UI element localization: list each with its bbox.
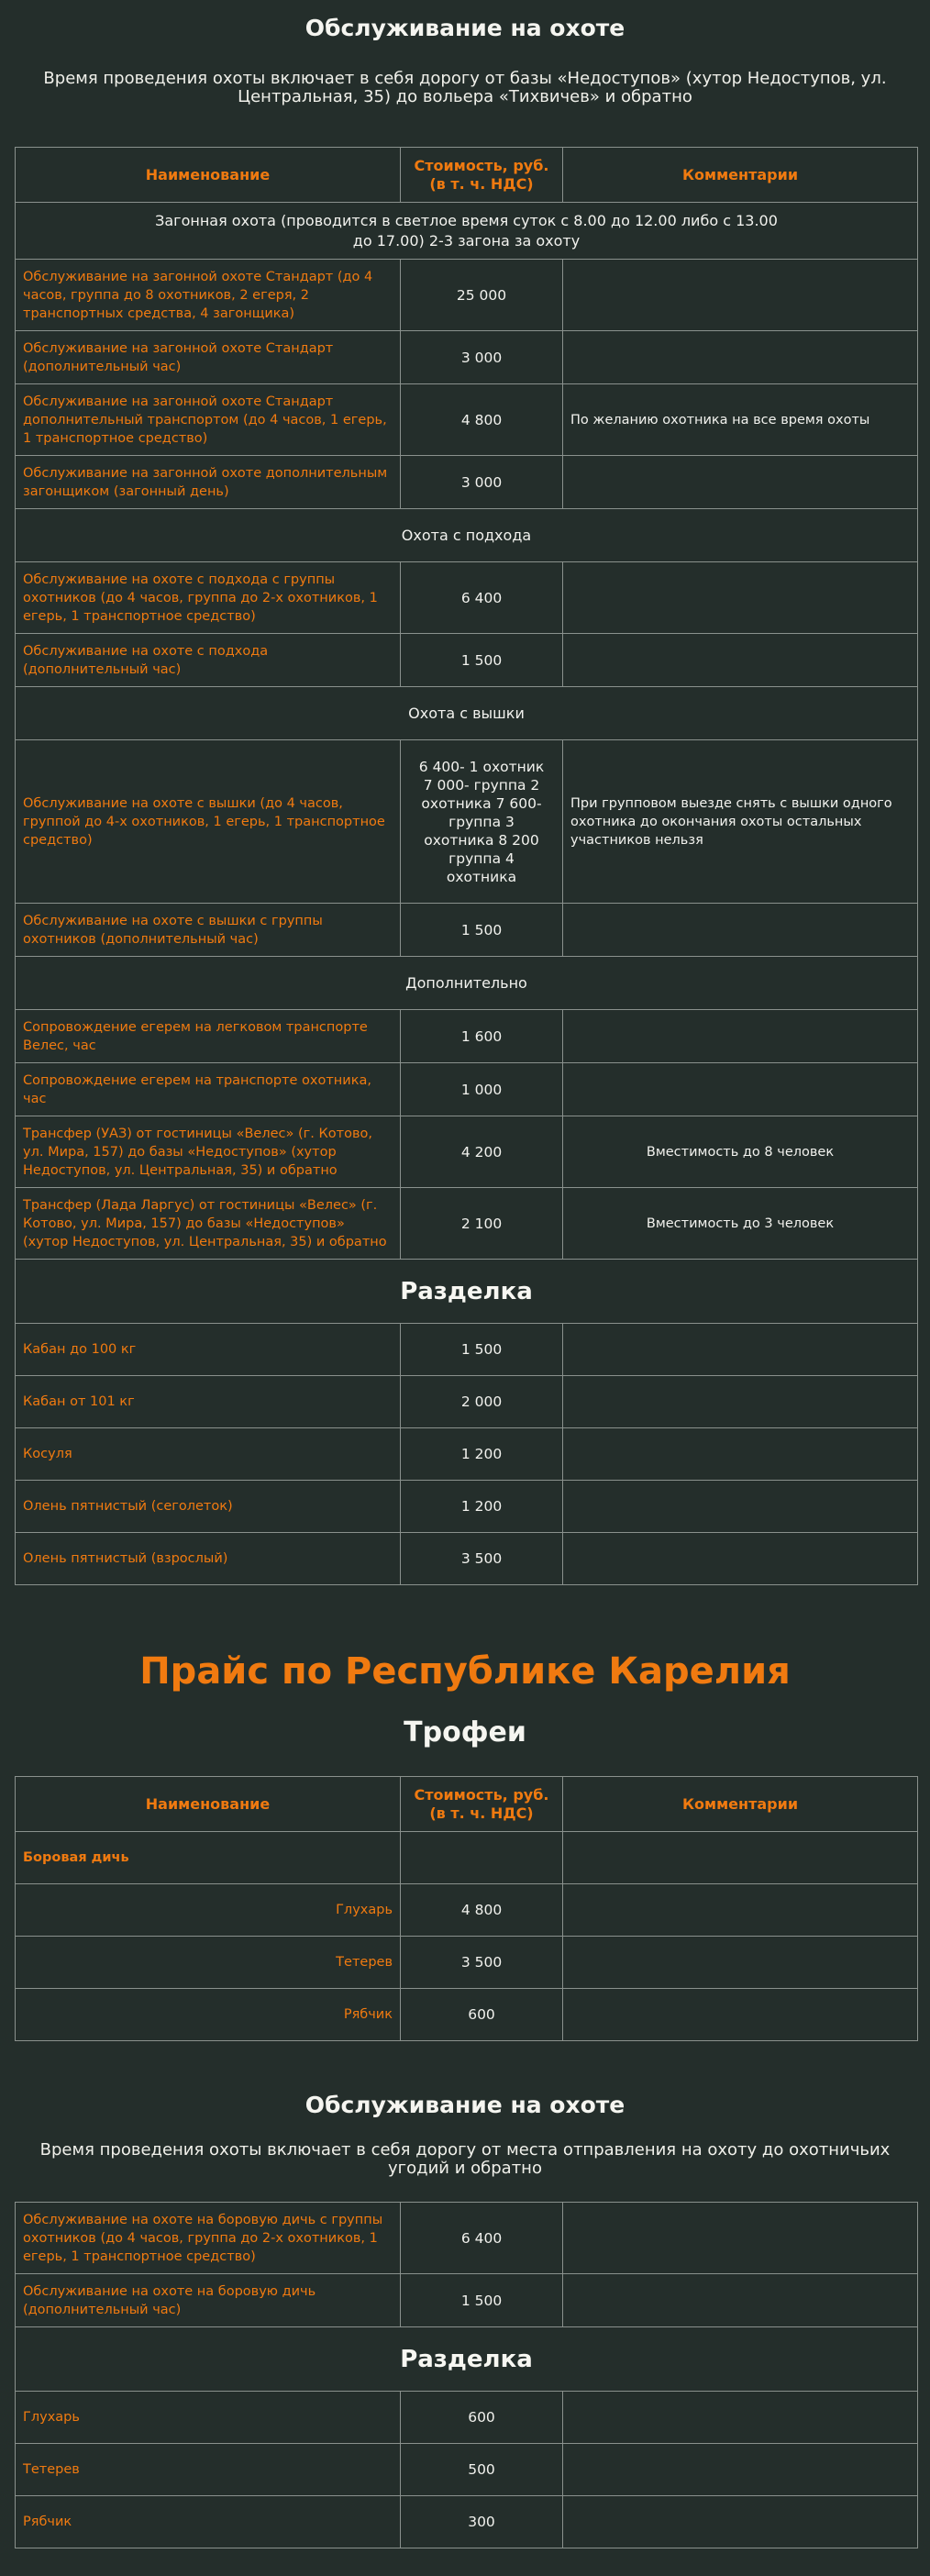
table-row (16, 1428, 918, 1481)
section-row-tower-hunt: Охота с вышки (16, 687, 918, 740)
section-row-drive-hunt: Загонная охота (проводится в светлое время суток с 8.00 до 12.00 либо с 13.00 до 17.00) 2-3 загона за охоту (16, 203, 918, 260)
table-row (16, 634, 918, 687)
butcher-comment (563, 1376, 918, 1428)
butcher-comment (563, 1428, 918, 1481)
service-comment: Вместимость до 3 человек (563, 1188, 918, 1260)
column-header-comments: Комментарии (563, 1777, 918, 1832)
butcher-name: Глухарь (16, 2392, 401, 2444)
table-row (16, 2392, 918, 2444)
table-header-row (16, 148, 918, 203)
butcher-name: Кабан до 100 кг (16, 1324, 401, 1376)
section-row-extra: Дополнительно (16, 957, 918, 1010)
service-name: Обслуживание на охоте с вышки (до 4 часов, группой до 4-х охотников, 1 егерь, 1 транспортное средство) (16, 740, 401, 904)
table-row (16, 2203, 918, 2274)
service-price: 3 000 (401, 456, 563, 509)
trophy-price: 4 800 (401, 1884, 563, 1937)
section-row-stalk-hunt: Охота с подхода (16, 509, 918, 562)
service-name: Обслуживание на загонной охоте Стандарт (дополнительный час) (16, 331, 401, 384)
trophies-title: Трофеи (404, 1716, 526, 1749)
butcher-price: 300 (401, 2496, 563, 2548)
table-row (16, 1376, 918, 1428)
table-row (16, 1063, 918, 1116)
butcher-comment (563, 1481, 918, 1533)
service-price: 1 500 (401, 634, 563, 687)
butcher-name: Олень пятнистый (сеголеток) (16, 1481, 401, 1533)
butcher-comment (563, 2496, 918, 2548)
service-comment (563, 1063, 918, 1116)
trophies-table (15, 1776, 918, 2041)
service-price: 1 600 (401, 1010, 563, 1063)
butcher-name: Олень пятнистый (взрослый) (16, 1533, 401, 1585)
column-header-name: Наименование (16, 148, 401, 203)
table-row (16, 2274, 918, 2327)
table-row (16, 1116, 918, 1188)
trophy-name: Глухарь (16, 1884, 401, 1937)
service-name: Трансфер (УАЗ) от гостиницы «Велес» (г. Котово, ул. Мира, 157) до базы «Недоступов» (хутор Недоступов, ул. Центральная, 35) и обратно (16, 1116, 401, 1188)
butcher-name: Кабан от 101 кг (16, 1376, 401, 1428)
table-row (16, 1533, 918, 1585)
service-price: 4 200 (401, 1116, 563, 1188)
column-header-name: Наименование (16, 1777, 401, 1832)
butcher-name: Тетерев (16, 2444, 401, 2496)
trophy-comment (563, 1937, 918, 1989)
service-comment (563, 562, 918, 634)
service-name: Обслуживание на охоте с подхода (дополнительный час) (16, 634, 401, 687)
section-intro: Время проведения охоты включает в себя дорогу от базы «Недоступов» (хутор Недоступов, ул. Центральная, 35) до вольера «Тихвичев» и обратно (43, 69, 887, 106)
service-price: 2 100 (401, 1188, 563, 1260)
service-price: 1 000 (401, 1063, 563, 1116)
butcher-comment (563, 1324, 918, 1376)
table-row (16, 331, 918, 384)
trophy-comment (563, 1989, 918, 2041)
service-table (15, 147, 918, 1585)
table-row (16, 1989, 918, 2041)
butcher-name: Косуля (16, 1428, 401, 1481)
service-comment: При групповом выезде снять с вышки одного охотника до окончания охоты остальных участников нельзя (563, 740, 918, 904)
karelia-title: Прайс по Республике Карелия (139, 1650, 791, 1693)
butcher-price: 3 500 (401, 1533, 563, 1585)
butcher-heading: Разделка (16, 1260, 918, 1324)
table-row (16, 740, 918, 904)
service-price: 6 400 (401, 2203, 563, 2274)
service-price: 6 400- 1 охотник 7 000- группа 2 охотника 7 600- группа 3 охотника 8 200 группа 4 охотника (401, 740, 563, 904)
table-row (16, 1324, 918, 1376)
service-name: Обслуживание на охоте на боровую дичь (дополнительный час) (16, 2274, 401, 2327)
trophy-name: Рябчик (16, 1989, 401, 2041)
service-name: Обслуживание на охоте с вышки с группы охотников (дополнительный час) (16, 904, 401, 957)
karelia-service-table (15, 2202, 918, 2548)
column-header-price: Стоимость, руб. (в т. ч. НДС) (401, 148, 563, 203)
service-price: 6 400 (401, 562, 563, 634)
service-comment: По желанию охотника на все время охоты (563, 384, 918, 456)
service-price: 25 000 (401, 260, 563, 331)
butcher-price: 500 (401, 2444, 563, 2496)
group-comment (563, 1832, 918, 1884)
table-row (16, 1884, 918, 1937)
service-comment (563, 634, 918, 687)
table-row (16, 260, 918, 331)
table-row (16, 2496, 918, 2548)
service-name: Трансфер (Лада Ларгус) от гостиницы «Велес» (г. Котово, ул. Мира, 157) до базы «Недоступов» (хутор Недоступов, ул. Центральная, 35) и обратно (16, 1188, 401, 1260)
table-row (16, 2444, 918, 2496)
service-comment (563, 260, 918, 331)
butcher-comment (563, 2392, 918, 2444)
service-name: Обслуживание на загонной охоте Стандарт дополнительный транспортом (до 4 часов, 1 егерь, 1 транспортное средство) (16, 384, 401, 456)
trophy-comment (563, 1884, 918, 1937)
service-comment: Вместимость до 8 человек (563, 1116, 918, 1188)
service-price: 4 800 (401, 384, 563, 456)
service-comment (563, 331, 918, 384)
table-row (16, 1010, 918, 1063)
service-price: 1 500 (401, 2274, 563, 2327)
butcher-comment (563, 1533, 918, 1585)
section-title: Обслуживание на охоте (304, 15, 626, 41)
service-name: Обслуживание на охоте на боровую дичь с группы охотников (до 4 часов, группа до 2-х охотников, 1 егерь, 1 транспортное средство) (16, 2203, 401, 2274)
service-price: 1 500 (401, 904, 563, 957)
butcher-comment (563, 2444, 918, 2496)
trophy-price: 600 (401, 1989, 563, 2041)
table-row (16, 1481, 918, 1533)
service-name: Обслуживание на загонной охоте дополнительным загонщиком (загонный день) (16, 456, 401, 509)
group-name: Боровая дичь (16, 1832, 401, 1884)
butcher-price: 600 (401, 2392, 563, 2444)
table-row (16, 562, 918, 634)
table-row (16, 1937, 918, 1989)
table-row (16, 456, 918, 509)
trophy-name: Тетерев (16, 1937, 401, 1989)
service-name: Сопровождение егерем на легковом транспорте Велес, час (16, 1010, 401, 1063)
service-comment (563, 2203, 918, 2274)
table-row (16, 904, 918, 957)
table-row (16, 384, 918, 456)
service-comment (563, 1010, 918, 1063)
service-comment (563, 904, 918, 957)
table-header-row (16, 1777, 918, 1832)
table-row (16, 1188, 918, 1260)
karelia-butcher-heading: Разделка (16, 2327, 918, 2392)
karelia-service-intro: Время проведения охоты включает в себя дорогу от места отправления на охоту до охотничьих угодий и обратно (39, 2140, 891, 2178)
karelia-service-title: Обслуживание на охоте (304, 2092, 626, 2118)
table-row (16, 1832, 918, 1884)
butcher-price: 2 000 (401, 1376, 563, 1428)
group-price (401, 1832, 563, 1884)
butcher-price: 1 500 (401, 1324, 563, 1376)
service-name: Обслуживание на охоте с подхода с группы охотников (до 4 часов, группа до 2-х охотников, 1 егерь, 1 транспортное средство) (16, 562, 401, 634)
butcher-name: Рябчик (16, 2496, 401, 2548)
trophy-price: 3 500 (401, 1937, 563, 1989)
service-comment (563, 456, 918, 509)
service-price: 3 000 (401, 331, 563, 384)
column-header-price: Стоимость, руб. (в т. ч. НДС) (401, 1777, 563, 1832)
column-header-comments: Комментарии (563, 148, 918, 203)
butcher-price: 1 200 (401, 1428, 563, 1481)
butcher-price: 1 200 (401, 1481, 563, 1533)
service-name: Сопровождение егерем на транспорте охотника, час (16, 1063, 401, 1116)
service-comment (563, 2274, 918, 2327)
service-name: Обслуживание на загонной охоте Стандарт (до 4 часов, группа до 8 охотников, 2 егеря, 2 транспортных средства, 4 загонщика) (16, 260, 401, 331)
